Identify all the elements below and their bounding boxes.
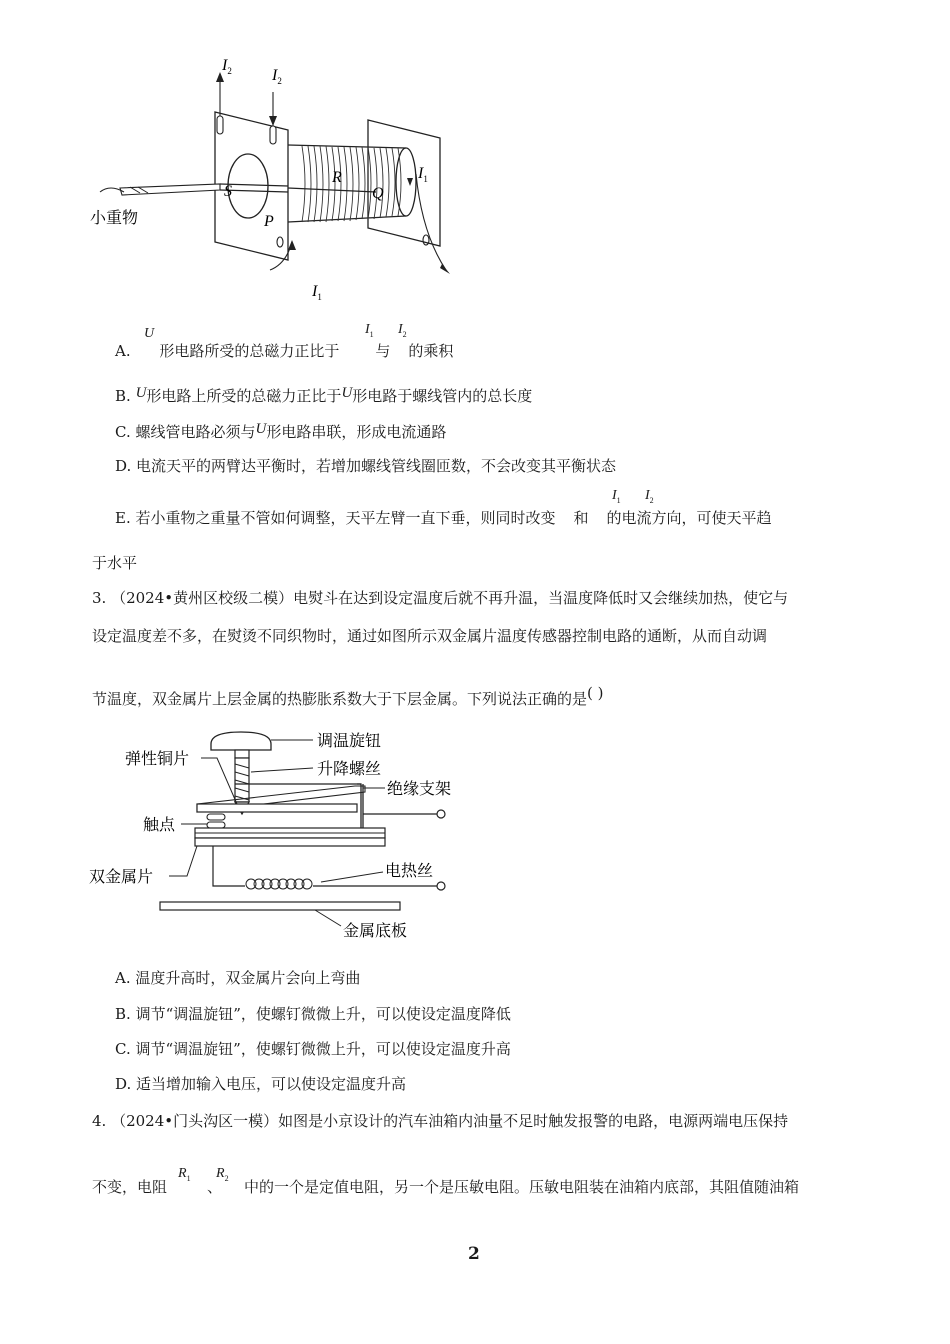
label-contact: 触点 — [143, 815, 176, 834]
label-S: S — [224, 183, 232, 200]
q2-option-e-continued: 于水平 — [92, 554, 138, 572]
label-knob: 调温旋钮 — [317, 731, 382, 750]
q2b-symbol-U2: U — [341, 385, 353, 401]
q2-option-e: E. 若小重物之重量不管如何调整，天平左臂一直下垂，则同时改变 和 的电流方向，可使天平趋 — [115, 509, 772, 527]
q2a-symbol-I1-sub: 1 — [369, 329, 374, 339]
page-number: 2 — [468, 1244, 480, 1264]
q2c-symbol-U: U — [255, 421, 267, 437]
label-I1-right: I — [418, 165, 424, 182]
label-I2-right: I — [272, 67, 278, 84]
q2e-symbol-I2: I — [645, 488, 650, 503]
label-I1-bottom-sub: 1 — [317, 292, 322, 302]
q4-line-1: 4. （2024•门头沟区一模）如图是小京设计的汽车油箱内油量不足时触发报警的电路，电源两端电压保持 — [92, 1112, 789, 1130]
q4-symbol-R2: R — [216, 1166, 225, 1181]
label-I2-left-sub: 2 — [227, 66, 232, 76]
svg-text:I2 — [271, 67, 282, 86]
q2-option-c: C. 螺线管电路必须与U形电路串联，形成电流通路 — [115, 421, 447, 441]
label-heating-wire: 电热丝 — [385, 861, 434, 880]
q4-symbol-R2-sub: 2 — [224, 1173, 229, 1183]
label-I2-right-sub: 2 — [277, 76, 282, 86]
label-I1-right-sub: 1 — [423, 174, 428, 184]
label-screw: 升降螺丝 — [317, 759, 382, 778]
label-P: P — [264, 213, 274, 230]
q3-option-a: A. 温度升高时，双金属片会向上弯曲 — [115, 969, 361, 987]
q3-option-c: C. 调节“调温旋钮”，使螺钉微微上升，可以使设定温度升高 — [115, 1040, 511, 1058]
svg-text:I2 — [221, 57, 232, 76]
q2a-symbol-I2: I — [398, 322, 403, 337]
q2-option-d: D. 电流天平的两臂达平衡时，若增加螺线管线圈匝数，不会改变其平衡状态 — [115, 457, 617, 475]
q3-option-b: B. 调节“调温旋钮”，使螺钉微微上升，可以使设定温度降低 — [115, 1005, 511, 1023]
q2a-symbol-U: U — [144, 326, 155, 341]
label-base-plate: 金属底板 — [343, 921, 408, 940]
label-I2-left: I — [222, 57, 228, 74]
q2-option-b: B. U形电路上所受的总磁力正比于U形电路于螺线管内的总长度 — [115, 385, 533, 405]
q3-line-3: 节温度，双金属片上层金属的热膨胀系数大于下层金属。下列说法正确的是( ) — [92, 684, 604, 708]
q2-option-a: A. 形电路所受的总磁力正比于 与 的乘积 — [115, 342, 454, 360]
q4-symbol-R1-sub: 1 — [186, 1173, 191, 1183]
q2e-symbol-I1-sub: 1 — [616, 495, 621, 505]
q4-symbol-R1: R — [178, 1166, 187, 1181]
q2a-symbol-I2-sub: 2 — [402, 329, 407, 339]
q2b-symbol-U1: U — [135, 385, 147, 401]
q3-line-1: 3. （2024•黄州区校级二模）电熨斗在达到设定温度后就不再升温，当温度降低时又会继续加热，使它与 — [92, 589, 789, 607]
q4-line-2: 不变，电阻 、 中的一个是定值电阻，另一个是压敏电阻。压敏电阻装在油箱内底部，其阻值随油箱 — [92, 1178, 800, 1196]
figure-current-balance — [80, 50, 480, 310]
q3-option-d: D. 适当增加输入电压，可以使设定温度升高 — [115, 1075, 407, 1093]
svg-text:I1 — [311, 283, 322, 302]
label-weight: 小重物 — [90, 208, 139, 227]
q3-answer-bracket: ( ) — [587, 684, 604, 702]
label-R: R — [332, 169, 342, 186]
q3-line-2: 设定温度差不多，在熨烫不同织物时，通过如图所示双金属片温度传感器控制电路的通断，从而自动调 — [92, 627, 768, 645]
figure-bimetal-thermostat — [85, 722, 485, 948]
q2e-symbol-I2-sub: 2 — [649, 495, 654, 505]
label-insulating-bracket: 绝缘支架 — [387, 779, 452, 798]
q2e-symbol-I1: I — [612, 488, 617, 503]
label-I1-bottom: I — [312, 283, 318, 300]
svg-text:I1 — [417, 165, 428, 184]
label-bimetal: 双金属片 — [89, 867, 154, 886]
q2a-symbol-I1: I — [365, 322, 370, 337]
label-copper-strip: 弹性铜片 — [125, 749, 190, 768]
label-Q: Q — [372, 185, 384, 202]
